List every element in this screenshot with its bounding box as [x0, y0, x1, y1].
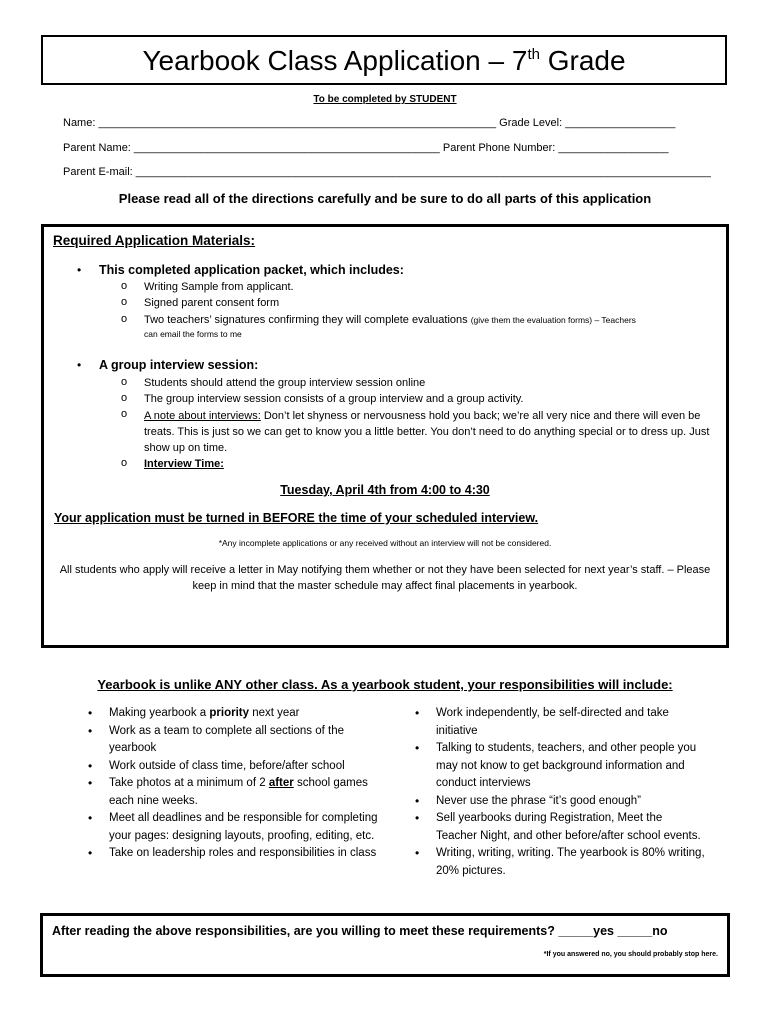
agreement-box: [40, 913, 730, 977]
list-item-text: school games each nine weeks.: [109, 777, 368, 807]
bullet-icon: •: [77, 358, 82, 372]
required-materials-heading: Required Application Materials:: [53, 233, 256, 248]
list-item: • Work as a team to complete all sections of the yearbook: [109, 723, 379, 758]
responsibilities-heading: Yearbook is unlike ANY other class. As a yearbook student, your responsibilities will include:: [97, 677, 673, 692]
teacher-signatures-small: (give them the evaluation forms) – Teachers: [470, 315, 636, 325]
agreement-footnote: *If you answered no, you should probably stop here.: [543, 951, 718, 958]
packet-item-teacher-signatures: [144, 313, 724, 328]
circle-bullet-icon: o: [121, 457, 128, 469]
packet-item-consent-form: Signed parent consent form: [144, 297, 280, 309]
list-item-text: Making yearbook a: [109, 707, 210, 719]
letter-notice: All students who apply will receive a letter in May notifying them whether or not they have been selected for next year’s staff. – Please keep in mind that the master schedule may affect final placements in yearbook.: [59, 564, 711, 592]
list-item: • Work outside of class time, before/after school: [109, 758, 379, 776]
interview-date: Tuesday, April 4th from 4:00 to 4:30: [280, 483, 490, 497]
name-field[interactable]: Name: _________________________________________________________________ Grade Level: __________________: [63, 117, 676, 129]
list-item: [109, 705, 379, 723]
interview-note-text: Don’t let shyness or nervousness hold you back; we’re all very nice and there will even be treats. This is just so we can get to know you a little better. You don’t need to do anything special or to dress up. Just show up on time.: [144, 410, 710, 454]
page-title-end: Grade: [539, 45, 626, 76]
interview-note: [144, 408, 719, 456]
list-item-bold: priority: [209, 707, 249, 719]
list-item-text: Take photos at a minimum of 2: [109, 777, 269, 789]
directions-text: Please read all of the directions carefully and be sure to do all parts of this application: [118, 191, 652, 206]
packet-label: This completed application packet, which includes:: [99, 263, 404, 277]
list-item: • Sell yearbooks during Registration, Meet the Teacher Night, and other before/after school events.: [436, 810, 706, 845]
interview-item-activity: The group interview session consists of a group interview and a group activity.: [144, 393, 524, 405]
packet-item-writing-sample: Writing Sample from applicant.: [144, 281, 294, 293]
list-item-bold: after: [268, 777, 294, 789]
teacher-signatures-continued: can email the forms to me: [144, 329, 242, 339]
parent-email-field[interactable]: Parent E-mail: ______________________________________________________________________________________________: [63, 166, 711, 178]
circle-bullet-icon: o: [121, 280, 128, 292]
interview-item-online: Students should attend the group interview session online: [144, 377, 426, 389]
list-item: • Meet all deadlines and be responsible for completing your pages: designing layouts, proofing, editing, etc.: [109, 810, 379, 845]
list-item-text: next year: [249, 707, 300, 719]
list-item: • Writing, writing, writing. The yearbook is 80% writing, 20% pictures.: [436, 845, 706, 880]
list-item: • Never use the phrase “it’s good enough”: [436, 793, 706, 811]
parent-name-field[interactable]: Parent Name: __________________________________________________ Parent Phone Number: __________________: [63, 142, 669, 154]
agreement-question[interactable]: After reading the above responsibilities, are you willing to meet these requirements? _____yes _____no: [52, 924, 668, 938]
list-item: • Talking to students, teachers, and other people you may not know to get background information and conduct interviews: [436, 740, 706, 793]
title-superscript: th: [527, 46, 540, 63]
circle-bullet-icon: o: [121, 392, 128, 404]
title-box: [41, 35, 727, 85]
circle-bullet-icon: o: [121, 376, 128, 388]
list-item: [109, 775, 379, 810]
teacher-signatures-text: Two teachers’ signatures confirming they will complete evaluations: [144, 314, 471, 326]
responsibilities-left-column: [109, 705, 379, 863]
circle-bullet-icon: o: [121, 313, 128, 325]
deadline-notice: Your application must be turned in BEFORE the time of your scheduled interview.: [54, 511, 539, 525]
incomplete-notice: *Any incomplete applications or any received without an interview will not be considered.: [218, 538, 552, 548]
bullet-icon: •: [77, 263, 82, 277]
circle-bullet-icon: o: [121, 408, 128, 420]
completed-by-note: To be completed by STUDENT: [313, 94, 457, 105]
interview-label: A group interview session:: [99, 358, 259, 372]
page-title: Yearbook Class Application – 7: [142, 45, 528, 76]
circle-bullet-icon: o: [121, 296, 128, 308]
interview-note-label: A note about interviews:: [144, 410, 261, 422]
responsibilities-right-column: [436, 705, 706, 880]
list-item: • Take on leadership roles and responsibilities in class: [109, 845, 379, 863]
list-item: • Work independently, be self-directed and take initiative: [436, 705, 706, 740]
interview-time-label: Interview Time:: [144, 458, 224, 470]
